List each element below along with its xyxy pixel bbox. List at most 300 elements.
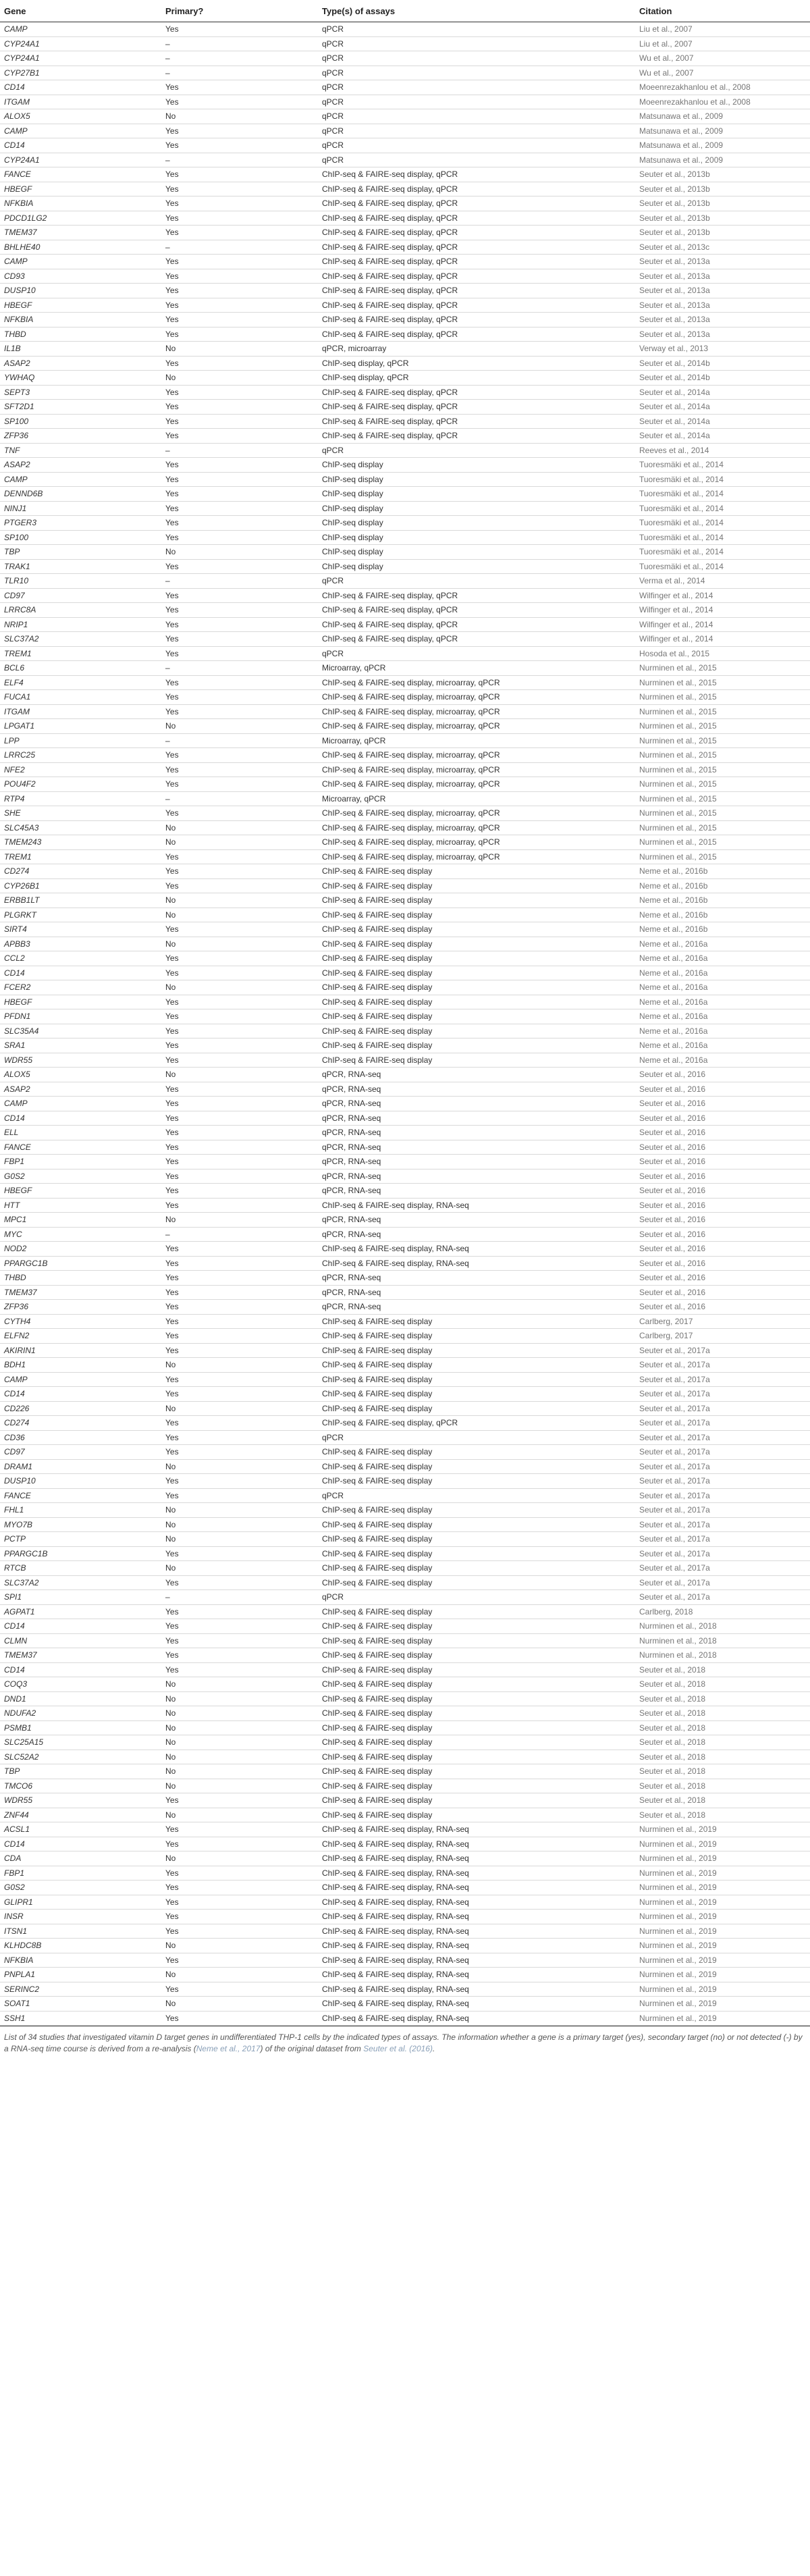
gene-cell: HBEGF [4,184,32,194]
citation-cell[interactable]: Seuter et al., 2018 [639,1708,706,1718]
citation-cell[interactable]: Tuoresmäki et al., 2014 [639,561,724,571]
gene-cell: CAMP [4,1099,28,1109]
gene-cell: SIRT4 [4,924,27,935]
citation-cell[interactable]: Seuter et al., 2014a [639,431,710,441]
citation-cell[interactable]: Nurminen et al., 2019 [639,1955,717,1965]
table-row [0,1851,810,1866]
gene-cell: SLC37A2 [4,1577,39,1587]
assay-cell: ChIP-seq & FAIRE-seq display, qPCR [322,257,458,267]
citation-cell[interactable]: Seuter et al., 2018 [639,1679,706,1689]
table-row [0,1532,810,1547]
table-row [0,1808,810,1823]
citation-cell[interactable]: Seuter et al., 2017a [639,1360,710,1370]
citation-cell[interactable]: Seuter et al., 2016 [639,1084,706,1094]
citation-cell[interactable]: Nurminen et al., 2015 [639,692,717,702]
citation-cell[interactable]: Seuter et al., 2013a [639,315,710,325]
citation-cell[interactable]: Seuter et al., 2017a [639,1345,710,1355]
citation-cell[interactable]: Nurminen et al., 2019 [639,1839,717,1849]
gene-cell: NFKBIA [4,199,34,209]
citation-cell[interactable]: Nurminen et al., 2019 [639,1883,717,1893]
assay-cell: ChIP-seq & FAIRE-seq display [322,924,433,935]
citation-cell[interactable]: Seuter et al., 2016 [639,1258,706,1268]
table-row [0,1344,810,1359]
primary-cell: Yes [165,677,179,687]
primary-cell: No [165,895,176,905]
citation-cell[interactable]: Wilfinger et al., 2014 [639,605,713,615]
citation-cell[interactable]: Carlberg, 2018 [639,1606,693,1616]
citation-cell[interactable]: Seuter et al., 2013a [639,286,710,296]
citation-cell[interactable]: Wilfinger et al., 2014 [639,619,713,629]
citation-cell[interactable]: Neme et al., 2016b [639,924,708,935]
primary-cell: Yes [165,126,179,136]
assay-cell: ChIP-seq & FAIRE-seq display, qPCR [322,431,458,441]
citation-cell[interactable]: Nurminen et al., 2015 [639,793,717,804]
primary-cell: Yes [165,953,179,964]
assay-cell: ChIP-seq & FAIRE-seq display, qPCR [322,590,458,600]
assay-cell: ChIP-seq & FAIRE-seq display, qPCR [322,402,458,412]
primary-cell: Yes [165,1041,179,1051]
primary-cell: Yes [165,518,179,528]
primary-cell: Yes [165,1316,179,1326]
citation-cell[interactable]: Nurminen et al., 2015 [639,735,717,745]
citation-cell[interactable]: Seuter et al., 2017a [639,1432,710,1442]
citation-cell[interactable]: Seuter et al., 2018 [639,1723,706,1733]
primary-cell: Yes [165,460,179,470]
citation-cell[interactable]: Tuoresmäki et al., 2014 [639,503,724,513]
citation-cell[interactable]: Seuter et al., 2016 [639,1157,706,1167]
citation-cell[interactable]: Neme et al., 2016b [639,895,708,905]
table-row [0,1910,810,1924]
citation-cell[interactable]: Seuter et al., 2017a [639,1476,710,1486]
primary-cell: Yes [165,808,179,818]
table-row [0,603,810,618]
primary-cell: Yes [165,590,179,600]
primary-cell: Yes [165,358,179,368]
table-row [0,835,810,850]
citation-cell[interactable]: Nurminen et al., 2015 [639,808,717,818]
assay-cell: ChIP-seq & FAIRE-seq display [322,1664,433,1675]
table-row [0,1184,810,1199]
citation-cell[interactable]: Nurminen et al., 2019 [639,1912,717,1922]
citation-cell[interactable]: Seuter et al., 2017a [639,1519,710,1529]
table-row [0,1373,810,1388]
citation-cell[interactable]: Seuter et al., 2016 [639,1215,706,1225]
citation-cell[interactable]: Seuter et al., 2013c [639,242,710,252]
table-row [0,908,810,923]
assay-cell: ChIP-seq & FAIRE-seq display, qPCR [322,329,458,339]
gene-cell: CAMP [4,257,28,267]
citation-cell[interactable]: Seuter et al., 2016 [639,1287,706,1297]
gene-cell: SLC25A15 [4,1737,44,1747]
citation-cell[interactable]: Seuter et al., 2016 [639,1229,706,1239]
citation-cell[interactable]: Seuter et al., 2016 [639,1099,706,1109]
citation-cell[interactable]: Nurminen et al., 2018 [639,1621,717,1631]
citation-cell[interactable]: Neme et al., 2016b [639,866,708,876]
assay-cell: qPCR, RNA-seq [322,1186,381,1196]
table-row [0,255,810,269]
assay-cell: ChIP-seq & FAIRE-seq display, RNA-seq [322,1941,469,1951]
citation-cell[interactable]: Seuter et al., 2018 [639,1752,706,1762]
citation-cell[interactable]: Seuter et al., 2013a [639,329,710,339]
assay-cell: ChIP-seq & FAIRE-seq display, RNA-seq [322,1868,469,1878]
citation-cell[interactable]: Nurminen et al., 2019 [639,1941,717,1951]
citation-cell[interactable]: Nurminen et al., 2015 [639,663,717,673]
citation-cell[interactable]: Tuoresmäki et al., 2014 [639,532,724,542]
primary-cell: Yes [165,706,179,716]
table-row [0,734,810,749]
gene-cell: NDUFA2 [4,1708,36,1718]
citation-cell[interactable]: Seuter et al., 2017a [639,1548,710,1558]
table-row [0,1431,810,1446]
citation-cell[interactable]: Seuter et al., 2017a [639,1534,710,1544]
citation-cell[interactable]: Seuter et al., 2018 [639,1766,706,1777]
table-row [0,1939,810,1953]
citation-cell[interactable]: Seuter et al., 2014a [639,387,710,397]
gene-cell: YWHAQ [4,373,35,383]
citation-cell[interactable]: Reeves et al., 2014 [639,445,709,455]
primary-cell: Yes [165,329,179,339]
primary-cell: Yes [165,1955,179,1965]
citation-cell[interactable]: Carlberg, 2017 [639,1316,693,1326]
citation-cell[interactable]: Seuter et al., 2018 [639,1810,706,1820]
citation-cell[interactable]: Wilfinger et al., 2014 [639,634,713,644]
citation-cell[interactable]: Wu et al., 2007 [639,53,694,63]
citation-cell[interactable]: Seuter et al., 2017a [639,1592,710,1602]
citation-cell[interactable]: Seuter et al., 2013b [639,199,710,209]
citation-cell[interactable]: Seuter et al., 2016 [639,1273,706,1283]
citation-cell[interactable]: Seuter et al., 2016 [639,1186,706,1196]
gene-cell: TBP [4,1766,20,1777]
gene-cell: ZFP36 [4,1302,29,1312]
primary-cell: Yes [165,1984,179,1994]
citation-cell[interactable]: Seuter et al., 2014a [639,402,710,412]
citation-cell[interactable]: Neme et al., 2016a [639,1055,708,1065]
citation-cell[interactable]: Seuter et al., 2014b [639,358,710,368]
citation-cell[interactable]: Seuter et al., 2014a [639,416,710,426]
table-row [0,792,810,807]
assay-cell: ChIP-seq & FAIRE-seq display, RNA-seq [322,1970,469,1980]
citation-cell[interactable]: Seuter et al., 2018 [639,1795,706,1806]
citation-cell[interactable]: Neme et al., 2016a [639,953,708,964]
gene-cell: CD36 [4,1432,25,1442]
citation-cell[interactable]: Nurminen et al., 2015 [639,706,717,716]
assay-cell: ChIP-seq & FAIRE-seq display, RNA-seq [322,1883,469,1893]
table-row [0,618,810,633]
citation-cell[interactable]: Seuter et al., 2018 [639,1737,706,1747]
assay-cell: ChIP-seq display [322,474,383,484]
citation-cell[interactable]: Seuter et al., 2017a [639,1447,710,1457]
citation-cell[interactable]: Neme et al., 2016a [639,1026,708,1036]
assay-cell: ChIP-seq & FAIRE-seq display [322,1447,433,1457]
caption-citation-link[interactable]: Neme et al., 2017 [196,2044,261,2053]
primary-cell: Yes [165,1026,179,1036]
citation-cell[interactable]: Neme et al., 2016a [639,1041,708,1051]
assay-cell: ChIP-seq display, qPCR [322,373,409,383]
primary-cell: No [165,1360,176,1370]
primary-cell: – [165,576,170,586]
primary-cell: Yes [165,634,179,644]
assay-cell: ChIP-seq & FAIRE-seq display, qPCR [322,169,458,180]
table-header [0,0,810,22]
assay-cell: ChIP-seq & FAIRE-seq display [322,1708,433,1718]
citation-cell[interactable]: Nurminen et al., 2018 [639,1635,717,1646]
citation-cell[interactable]: Seuter et al., 2017a [639,1389,710,1399]
primary-cell: – [165,53,170,63]
citation-cell[interactable]: Nurminen et al., 2019 [639,1999,717,2009]
citation-cell[interactable]: Seuter et al., 2018 [639,1693,706,1704]
citation-cell[interactable]: Neme et al., 2016a [639,997,708,1007]
table-row [0,1561,810,1576]
header-citation: Citation [639,5,672,16]
table-row [0,1721,810,1736]
table-row [0,1706,810,1721]
citation-cell[interactable]: Nurminen et al., 2019 [639,1868,717,1878]
citation-cell[interactable]: Nurminen et al., 2015 [639,721,717,731]
citation-cell[interactable]: Nurminen et al., 2015 [639,764,717,774]
assay-cell: qPCR, RNA-seq [322,1070,381,1080]
citation-cell[interactable]: Liu et al., 2007 [639,38,693,49]
citation-cell[interactable]: Nurminen et al., 2019 [639,1897,717,1907]
table-row [0,864,810,879]
gene-cell: FCER2 [4,982,31,993]
citation-cell[interactable]: Wilfinger et al., 2014 [639,590,713,600]
table-row [0,1837,810,1852]
table-row [0,806,810,821]
gene-cell: ALOX5 [4,111,30,122]
table-row [0,327,810,342]
citation-cell[interactable]: Seuter et al., 2016 [639,1128,706,1138]
gene-cell: MYO7B [4,1519,33,1529]
gene-cell: SLC52A2 [4,1752,39,1762]
primary-cell: Yes [165,1331,179,1341]
gene-cell: DUSP10 [4,286,36,296]
primary-cell: Yes [165,1084,179,1094]
citation-cell[interactable]: Moeenrezakhanlou et al., 2008 [639,82,751,93]
citation-cell[interactable]: Nurminen et al., 2019 [639,1984,717,1994]
citation-cell[interactable]: Verway et al., 2013 [639,344,709,354]
primary-cell: Yes [165,184,179,194]
table-row [0,167,810,182]
citation-cell[interactable]: Tuoresmäki et al., 2014 [639,460,724,470]
citation-cell[interactable]: Seuter et al., 2013a [639,271,710,281]
citation-cell[interactable]: Neme et al., 2016a [639,982,708,993]
citation-cell[interactable]: Seuter et al., 2017a [639,1505,710,1515]
citation-cell[interactable]: Seuter et al., 2016 [639,1070,706,1080]
table-row [0,777,810,792]
gene-cell: ASAP2 [4,460,30,470]
primary-cell: – [165,242,170,252]
citation-cell[interactable]: Seuter et al., 2016 [639,1113,706,1123]
primary-cell: Yes [165,1258,179,1268]
gene-cell: PDCD1LG2 [4,213,47,223]
assay-cell: ChIP-seq & FAIRE-seq display [322,1461,433,1471]
assay-cell: ChIP-seq & FAIRE-seq display [322,910,433,920]
primary-cell: Yes [165,1113,179,1123]
gene-cell: DUSP10 [4,1476,36,1486]
citation-cell[interactable]: Seuter et al., 2016 [639,1200,706,1210]
assay-cell: qPCR, RNA-seq [322,1142,381,1152]
assay-cell: ChIP-seq & FAIRE-seq display, qPCR [322,286,458,296]
citation-cell[interactable]: Seuter et al., 2013b [639,213,710,223]
citation-cell[interactable]: Seuter et al., 2013b [639,169,710,180]
citation-cell[interactable]: Matsunawa et al., 2009 [639,126,724,136]
table-row [0,1009,810,1024]
gene-cell: ELF4 [4,677,24,687]
citation-cell[interactable]: Seuter et al., 2018 [639,1781,706,1791]
assay-cell: ChIP-seq display [322,547,383,557]
citation-cell[interactable]: Seuter et al., 2017a [639,1563,710,1573]
citation-cell[interactable]: Nurminen et al., 2018 [639,1650,717,1660]
primary-cell: – [165,735,170,745]
citation-cell[interactable]: Carlberg, 2017 [639,1331,693,1341]
primary-cell: Yes [165,1171,179,1181]
gene-cell: KLHDC8B [4,1941,42,1951]
citation-cell[interactable]: Nurminen et al., 2015 [639,837,717,847]
table-row [0,589,810,604]
assay-cell: ChIP-seq & FAIRE-seq display, microarray, qPCR [322,837,500,847]
table-row [0,879,810,894]
citation-cell[interactable]: Neme et al., 2016b [639,880,708,891]
citation-cell[interactable]: Seuter et al., 2017a [639,1461,710,1471]
citation-cell[interactable]: Nurminen et al., 2015 [639,822,717,833]
primary-cell: Yes [165,605,179,615]
citation-cell[interactable]: Seuter et al., 2016 [639,1142,706,1152]
primary-cell: No [165,373,176,383]
assay-cell: qPCR, RNA-seq [322,1084,381,1094]
caption-citation-link[interactable]: Seuter et al. (2016) [363,2044,433,2053]
table-row [0,1155,810,1169]
citation-cell[interactable]: Nurminen et al., 2015 [639,677,717,687]
citation-cell[interactable]: Tuoresmäki et al., 2014 [639,489,724,499]
assay-cell: Microarray, qPCR [322,735,386,745]
table-row [0,22,810,37]
primary-cell: Yes [165,199,179,209]
citation-cell[interactable]: Neme et al., 2016b [639,910,708,920]
gene-cell: TMEM243 [4,837,42,847]
citation-cell[interactable]: Seuter et al., 2014b [639,373,710,383]
citation-cell[interactable]: Moeenrezakhanlou et al., 2008 [639,97,751,107]
primary-cell: Yes [165,1389,179,1399]
citation-cell[interactable]: Seuter et al., 2013a [639,257,710,267]
assay-cell: qPCR, RNA-seq [322,1273,381,1283]
table-row [0,545,810,560]
gene-cell: TRAK1 [4,561,30,571]
assay-cell: qPCR, RNA-seq [322,1229,381,1239]
citation-cell[interactable]: Neme et al., 2016a [639,939,708,949]
citation-cell[interactable]: Tuoresmäki et al., 2014 [639,547,724,557]
citation-cell[interactable]: Nurminen et al., 2019 [639,1970,717,1980]
assay-cell: ChIP-seq & FAIRE-seq display [322,1810,433,1820]
gene-cell: CAMP [4,1374,28,1384]
assay-cell: ChIP-seq & FAIRE-seq display [322,953,433,964]
citation-cell[interactable]: Tuoresmäki et al., 2014 [639,474,724,484]
citation-cell[interactable]: Seuter et al., 2013a [639,300,710,310]
citation-cell[interactable]: Neme et al., 2016a [639,968,708,978]
citation-cell[interactable]: Seuter et al., 2017a [639,1374,710,1384]
gene-cell: ACSL1 [4,1824,30,1835]
primary-cell: Yes [165,1142,179,1152]
citation-cell[interactable]: Nurminen et al., 2019 [639,1824,717,1835]
assay-cell: qPCR [322,38,344,49]
table-row [0,1126,810,1140]
primary-cell: – [165,155,170,165]
citation-cell[interactable]: Nurminen et al., 2015 [639,851,717,862]
citation-cell[interactable]: Neme et al., 2016a [639,1011,708,1022]
citation-cell[interactable]: Nurminen et al., 2019 [639,1854,717,1864]
citation-cell[interactable]: Seuter et al., 2017a [639,1403,710,1413]
primary-cell: No [165,982,176,993]
primary-cell: Yes [165,1577,179,1587]
citation-cell[interactable]: Matsunawa et al., 2009 [639,111,724,122]
table-row [0,1053,810,1068]
citation-cell[interactable]: Seuter et al., 2013b [639,184,710,194]
assay-cell: ChIP-seq & FAIRE-seq display [322,939,433,949]
citation-cell[interactable]: Wu et al., 2007 [639,68,694,78]
citation-cell[interactable]: Seuter et al., 2016 [639,1244,706,1254]
primary-cell: Yes [165,431,179,441]
assay-cell: ChIP-seq & FAIRE-seq display, RNA-seq [322,1955,469,1965]
gene-cell: CDA [4,1854,22,1864]
citation-cell[interactable]: Seuter et al., 2013b [639,228,710,238]
primary-cell: No [165,1854,176,1864]
citation-cell[interactable]: Verma et al., 2014 [639,576,705,586]
table-row [0,748,810,763]
citation-cell[interactable]: Seuter et al., 2018 [639,1664,706,1675]
citation-cell[interactable]: Seuter et al., 2017a [639,1418,710,1428]
citation-cell[interactable]: Seuter et al., 2017a [639,1490,710,1500]
citation-cell[interactable]: Hosoda et al., 2015 [639,648,710,658]
primary-cell: – [165,793,170,804]
primary-cell: Yes [165,1650,179,1660]
primary-cell: Yes [165,1447,179,1457]
assay-cell: qPCR, RNA-seq [322,1113,381,1123]
assay-cell: ChIP-seq & FAIRE-seq display [322,1781,433,1791]
citation-cell[interactable]: Matsunawa et al., 2009 [639,140,724,151]
table-row [0,1605,810,1620]
citation-cell[interactable]: Nurminen et al., 2015 [639,779,717,789]
gene-cell: BCL6 [4,663,25,673]
assay-cell: qPCR [322,24,344,34]
assay-cell: ChIP-seq & FAIRE-seq display, qPCR [322,213,458,223]
citation-cell[interactable]: Seuter et al., 2016 [639,1171,706,1181]
table-row [0,1402,810,1417]
gene-cell: NFKBIA [4,315,34,325]
assay-cell: ChIP-seq & FAIRE-seq display, microarray, qPCR [322,764,500,774]
citation-cell[interactable]: Liu et al., 2007 [639,24,693,34]
citation-cell[interactable]: Seuter et al., 2017a [639,1577,710,1587]
citation-cell[interactable]: Tuoresmäki et al., 2014 [639,518,724,528]
gene-cell: CYP27B1 [4,68,40,78]
citation-cell[interactable]: Seuter et al., 2016 [639,1302,706,1312]
primary-cell: No [165,1403,176,1413]
assay-cell: qPCR, microarray [322,344,387,354]
primary-cell: Yes [165,416,179,426]
citation-cell[interactable]: Nurminen et al., 2019 [639,2013,717,2023]
citation-cell[interactable]: Nurminen et al., 2019 [639,1926,717,1936]
gene-cell: HBEGF [4,997,32,1007]
citation-cell[interactable]: Nurminen et al., 2015 [639,750,717,760]
assay-cell: ChIP-seq & FAIRE-seq display [322,1331,433,1341]
primary-cell: No [165,1519,176,1529]
table-row [0,1648,810,1663]
table-row [0,37,810,52]
primary-cell: No [165,1766,176,1777]
table-row [0,1982,810,1997]
primary-cell: Yes [165,315,179,325]
gene-cell: ITSN1 [4,1926,28,1936]
citation-cell[interactable]: Matsunawa et al., 2009 [639,155,724,165]
table-row [0,821,810,836]
